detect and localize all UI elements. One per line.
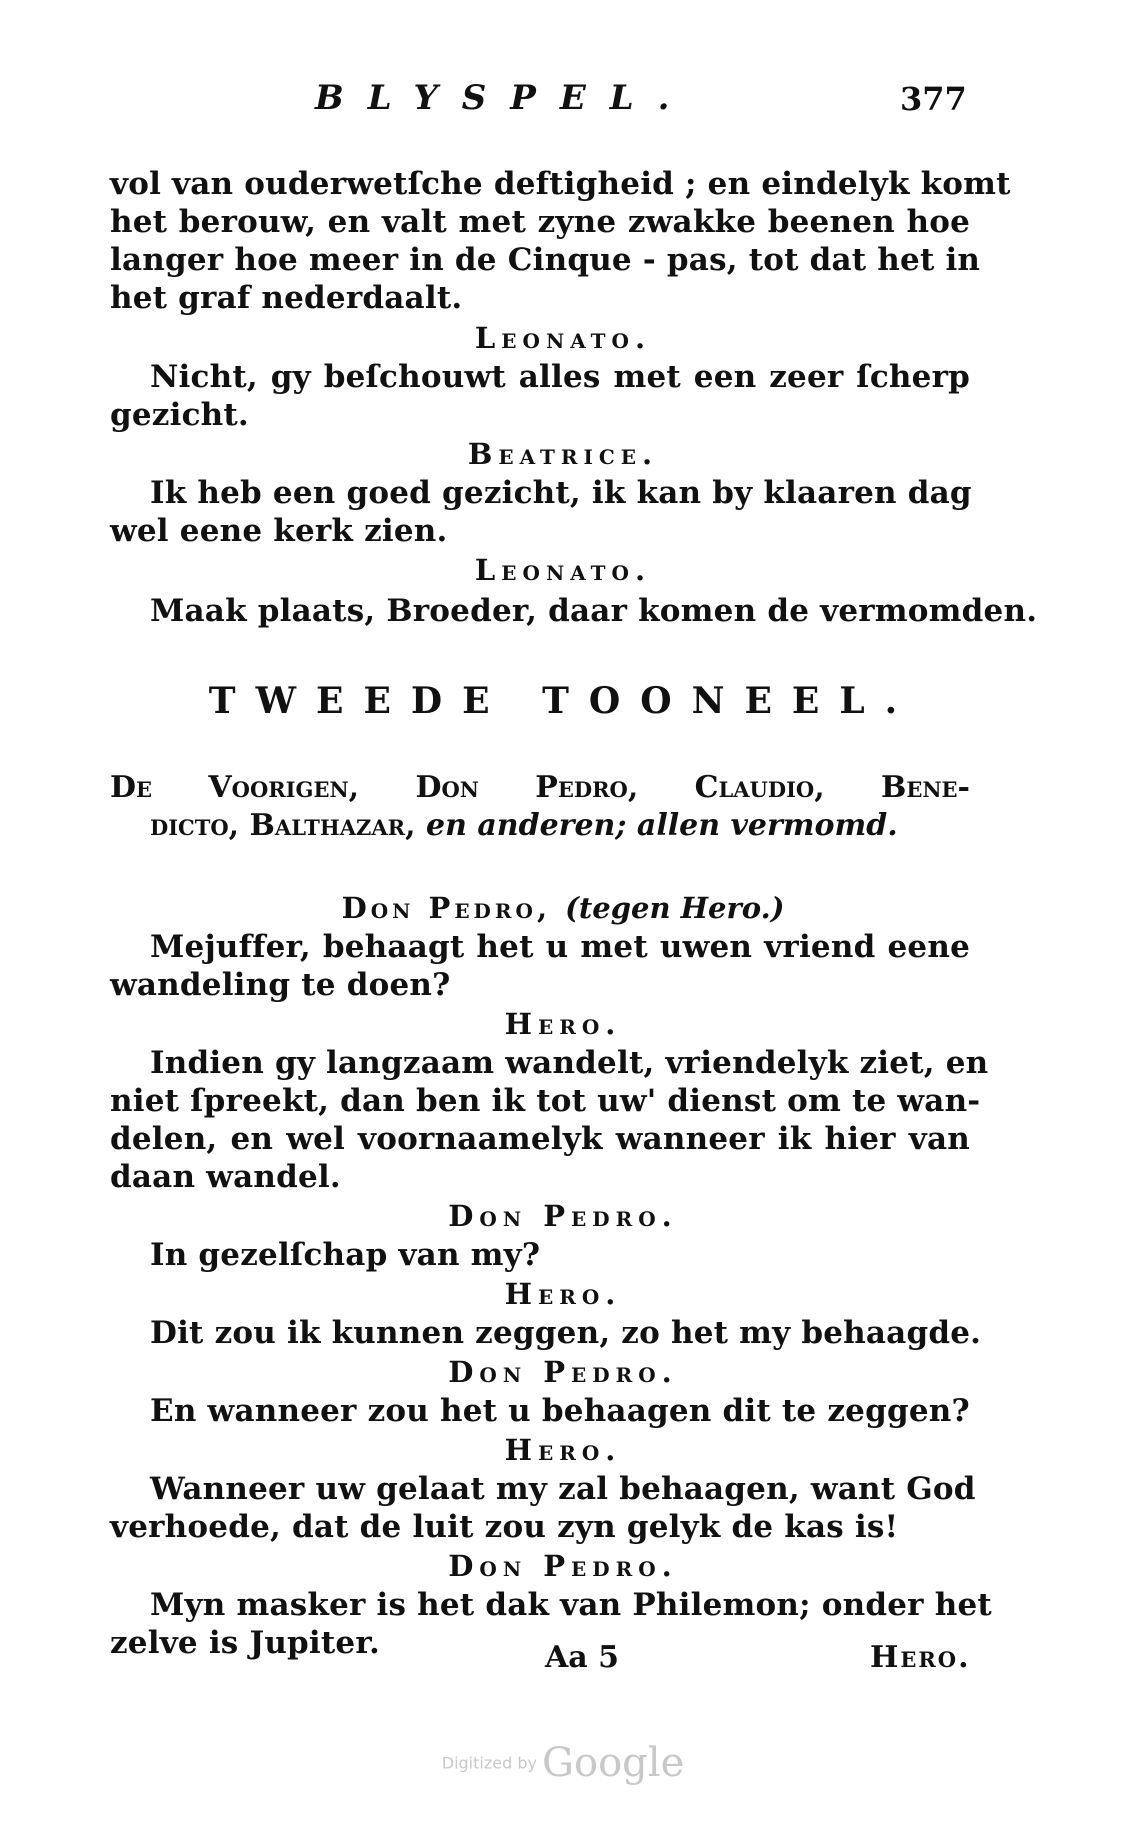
stage-direction: (tegen Hero.)	[565, 891, 785, 925]
text-line: Ik heb een goed gezicht, ik kan by klaaren dag	[150, 475, 972, 511]
text-line: En wanneer zou het u behaagen dit te zeggen?	[150, 1393, 970, 1429]
text-line: het graf nederdaalt.	[110, 280, 463, 316]
signature-mark: Aa 5	[545, 1640, 620, 1675]
text-line: langer hoe meer in de Cinque - pas, tot dat het in	[110, 242, 981, 278]
text-line: Mejuffer, behaagt het u met uwen vriend eene	[150, 929, 970, 965]
page-number: 377	[900, 80, 967, 118]
text-line: daan wandel.	[110, 1159, 341, 1195]
speaker-leonato: Leonato.	[474, 321, 652, 355]
google-logo-text: Google	[542, 1740, 685, 1786]
speaker-hero: Hero.	[504, 1433, 622, 1467]
text-line: Myn masker is het dak van Philemon; onder het	[150, 1587, 992, 1623]
text-line: In gezelſchap van my?	[150, 1237, 541, 1273]
text-line: Dit zou ik kunnen zeggen, zo het my behaagde.	[150, 1315, 982, 1351]
speaker-don-pedro: Don Pedro.	[448, 1549, 678, 1583]
text-line: wel eene kerk zien.	[110, 513, 448, 549]
speaker-name: Don Pedro,	[341, 891, 552, 925]
stage-direction: en anderen; allen vermomd.	[426, 808, 898, 843]
text-line: niet ſpreekt, dan ben ik tot uw' dienst om te wan-	[110, 1083, 981, 1119]
text-line: zelve is Jupiter.	[110, 1625, 381, 1661]
text-line: wandeling te doen?	[110, 967, 451, 1003]
text-line: Wanneer uw gelaat my zal behaagen, want God	[150, 1471, 976, 1507]
text-line: Nicht, gy beſchouwt alles met een zeer ſcherp	[150, 359, 970, 395]
text-line: Indien gy langzaam wandelt, vriendelyk ziet, en	[150, 1045, 989, 1081]
speaker-don-pedro: Don Pedro.	[448, 1199, 678, 1233]
text-line: het berouw, en valt met zyne zwakke beenen hoe	[110, 204, 970, 240]
speaker-hero: Hero.	[504, 1277, 622, 1311]
running-head: BLYSPEL.	[315, 78, 694, 118]
speaker-leonato: Leonato.	[474, 553, 652, 587]
dramatis-personae-line: De Voorigen, Don Pedro, Claudio, Bene-	[110, 770, 970, 805]
speaker-hero: Hero.	[504, 1007, 622, 1041]
catchword: Hero.	[870, 1640, 971, 1675]
text-line: verhoede, dat de luit zou zyn gelyk de kas is!	[110, 1509, 899, 1545]
speaker-don-pedro	[0, 890, 1126, 926]
text-line: Maak plaats, Broeder, daar komen de vermomden.	[150, 593, 1038, 629]
text-line: delen, en wel voornaamelyk wanneer ik hier van	[110, 1121, 970, 1157]
persons-names: dicto, Balthazar,	[150, 808, 416, 843]
dramatis-personae-line	[150, 808, 898, 843]
speaker-beatrice: Beatrice.	[467, 437, 659, 471]
text-line: vol van ouderwetſche deftigheid ; en eindelyk komt	[110, 166, 1011, 202]
digitized-by-google-watermark	[0, 1740, 1126, 1786]
scene-title: TWEEDE TOONEEL.	[208, 680, 918, 722]
text-line: gezicht.	[110, 397, 249, 433]
digitized-label: Digitized by	[441, 1753, 537, 1773]
speaker-don-pedro: Don Pedro.	[448, 1355, 678, 1389]
